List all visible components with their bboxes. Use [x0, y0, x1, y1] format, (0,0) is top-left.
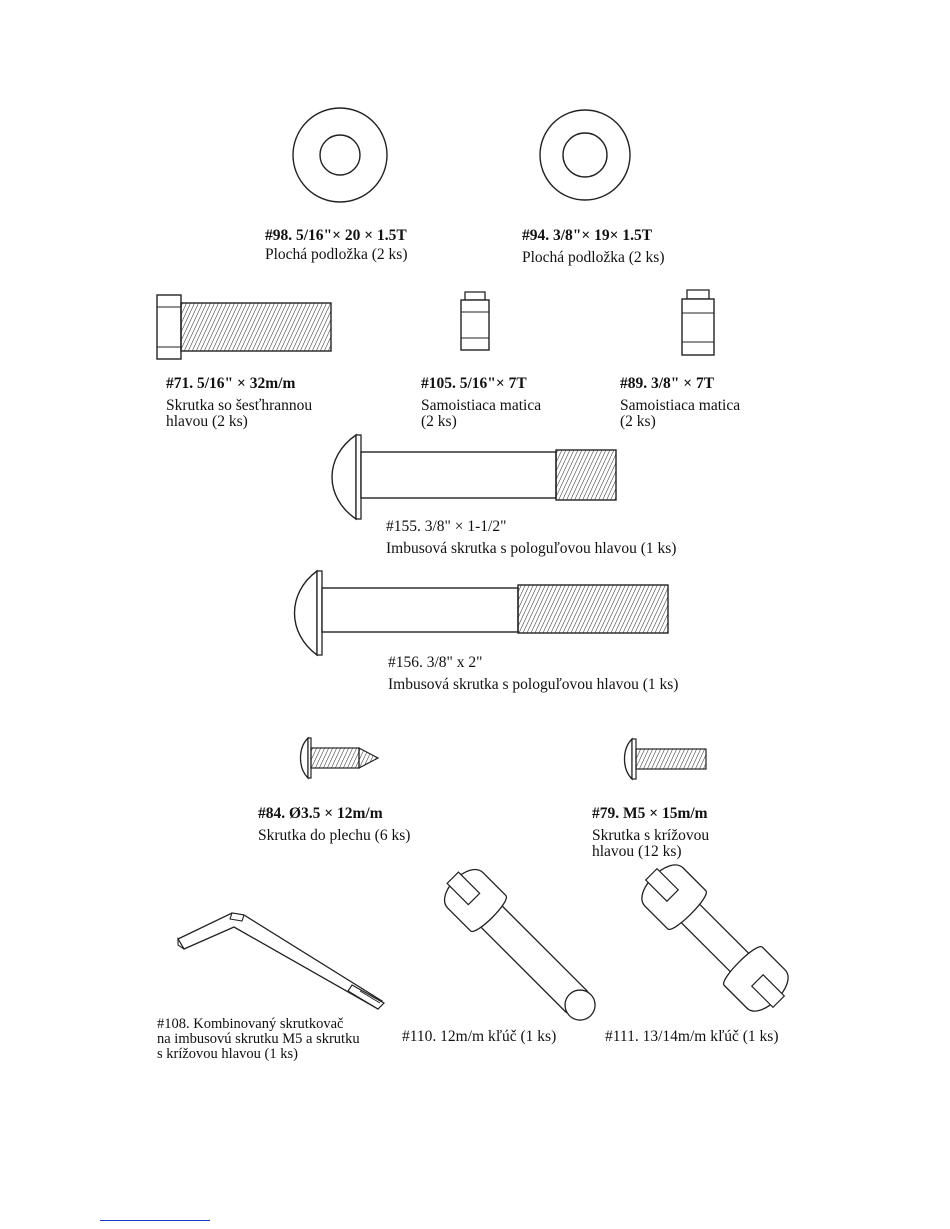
part-94-desc: Plochá podložka (2 ks)	[522, 249, 665, 266]
part-79-code: #79. M5 × 15m/m	[592, 805, 708, 822]
part-105-desc-line-2: (2 ks)	[421, 413, 457, 430]
part-89-desc-line-2: (2 ks)	[620, 413, 656, 430]
part-105-code: #105. 5/16"× 7T	[421, 375, 527, 392]
nylock-nut-89-drawing	[681, 288, 715, 358]
washer-98-drawing	[290, 105, 390, 205]
part-108-caption	[157, 1017, 360, 1062]
part-108-line-2: na imbusovú skrutku M5 a skrutku	[157, 1031, 360, 1047]
footnote-rule	[100, 1220, 210, 1221]
nylock-nut-105-drawing	[460, 290, 490, 352]
part-108-line-1: #108. Kombinovaný skrutkovač	[157, 1016, 344, 1032]
part-111-code: #111. 13/14m/m kľúč (1 ks)	[605, 1028, 779, 1045]
part-89-code: #89. 3/8" × 7T	[620, 375, 715, 392]
part-89-desc-line-1: Samoistiaca matica	[620, 397, 741, 414]
part-98-desc: Plochá podložka (2 ks)	[265, 246, 408, 263]
part-79-desc-line-2: hlavou (12 ks)	[592, 843, 682, 860]
part-79-caption	[592, 806, 709, 860]
wrench-110-drawing	[430, 860, 600, 1020]
part-89-caption	[620, 376, 740, 430]
part-98-code: #98. 5/16"× 20 × 1.5T	[265, 227, 407, 244]
wrench-111-drawing	[630, 858, 800, 1018]
sheet-screw-84-drawing	[298, 736, 382, 780]
part-79-desc-line-1: Skrutka s krížovou	[592, 827, 710, 844]
part-84-caption	[258, 806, 410, 844]
part-156-caption	[388, 655, 678, 693]
part-98-caption	[265, 228, 407, 263]
button-bolt-156-drawing	[293, 568, 673, 658]
part-94-code: #94. 3/8"× 19× 1.5T	[522, 227, 653, 244]
machine-screw-79-drawing	[622, 737, 710, 781]
part-71-desc-line-2: hlavou (2 ks)	[166, 413, 248, 430]
part-94-caption	[522, 228, 664, 266]
part-156-desc: Imbusová skrutka s pologuľovou hlavou (1 ks)	[388, 676, 679, 693]
part-71-code: #71. 5/16" × 32m/m	[166, 375, 296, 392]
part-105-caption	[421, 376, 541, 430]
part-71-desc-line-1: Skrutka so šesťhrannou	[166, 397, 313, 414]
combination-tool-108-drawing	[172, 905, 392, 1015]
hex-bolt-71-drawing	[155, 293, 335, 363]
part-156-code: #156. 3/8" x 2"	[388, 654, 483, 671]
button-bolt-155-drawing	[330, 432, 620, 522]
part-84-desc: Skrutka do plechu (6 ks)	[258, 827, 411, 844]
part-110-caption	[402, 1029, 556, 1045]
part-105-desc-line-1: Samoistiaca matica	[421, 397, 542, 414]
part-111-caption	[605, 1029, 778, 1045]
washer-94-drawing	[535, 105, 635, 205]
part-108-line-3: s krížovou hlavou (1 ks)	[157, 1046, 298, 1062]
part-71-caption	[166, 376, 312, 430]
part-110-code: #110. 12m/m kľúč (1 ks)	[402, 1028, 557, 1045]
part-155-code: #155. 3/8" × 1-1/2"	[386, 518, 507, 535]
part-155-caption	[386, 519, 676, 557]
part-155-desc: Imbusová skrutka s pologuľovou hlavou (1 ks)	[386, 540, 677, 557]
part-84-code: #84. Ø3.5 × 12m/m	[258, 805, 383, 822]
